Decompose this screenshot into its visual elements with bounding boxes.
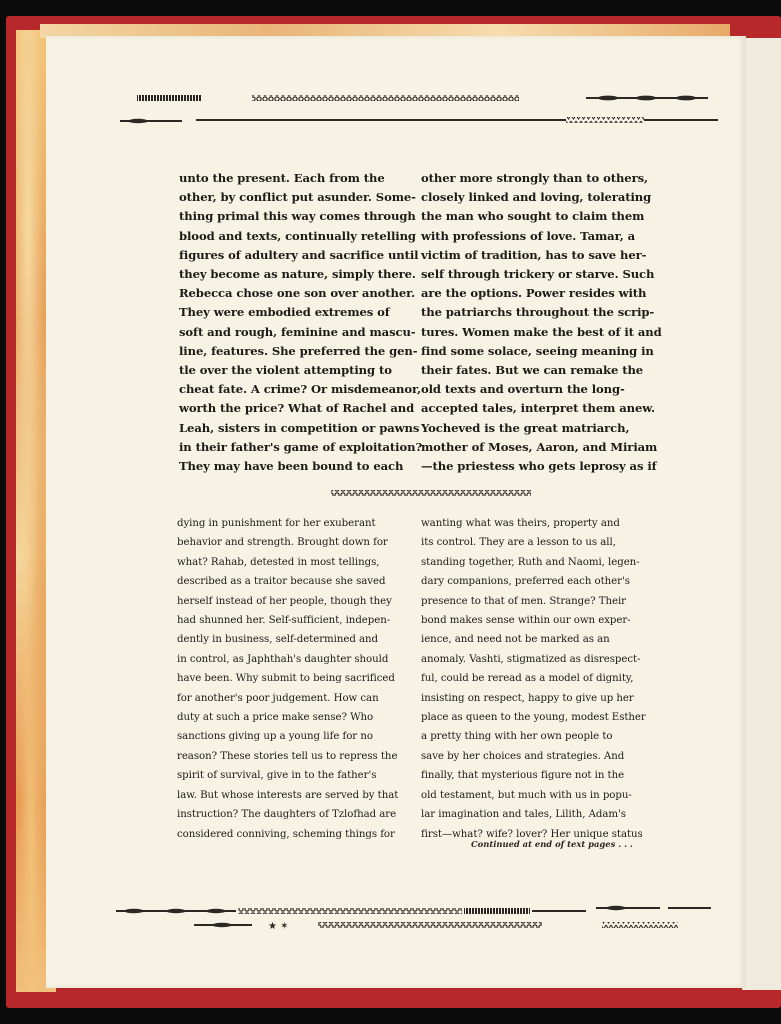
text-line: old testament, but much with us in popu- (421, 789, 632, 801)
text-line: described as a traitor because she saved (177, 576, 386, 588)
text-line: their fates. But we can remake the (421, 363, 644, 378)
text-line: lar imagination and tales, Lilith, Adam's (421, 809, 626, 821)
text-line: bond makes sense within our own exper- (421, 615, 631, 627)
svg-text:★ ✶: ★ ✶ (268, 921, 289, 932)
text-line: behavior and strength. Brought down for (177, 537, 388, 549)
book-page (46, 36, 746, 988)
text-line: Leah, sisters in competition or pawns (179, 420, 420, 435)
text-line: considered conniving, scheming things for (177, 828, 395, 840)
text-line: tures. Women make the best of it and (421, 324, 662, 339)
text-line: duty at such a price make sense? Who (177, 712, 374, 724)
text-line: have been. Why submit to being sacrificed (177, 673, 395, 685)
text-line: in their father's game of exploitation? (179, 439, 423, 454)
text-line: standing together, Ruth and Naomi, legen- (421, 556, 640, 568)
continued-note: Continued at end of text pages . . . (471, 839, 633, 849)
text-line: the patriarchs throughout the scrip- (421, 305, 655, 320)
text-line: unto the present. Each from the (179, 171, 385, 185)
text-line: old texts and overturn the long- (421, 382, 625, 397)
text-line: find some solace, seeing meaning in (421, 343, 654, 358)
text-line: dary companions, preferred each other's (421, 576, 630, 588)
text-line: dying in punishment for her exuberant (177, 518, 376, 529)
text-line: anomaly. Vashti, stigmatized as disrespect- (421, 653, 641, 665)
text-line: are the options. Power resides with (421, 286, 647, 301)
text-line: mother of Moses, Aaron, and Miriam (421, 439, 658, 454)
text-line: instruction? The daughters of Tzlofhad are (177, 809, 397, 821)
text-line: first—what? wife? lover? Her unique status (421, 828, 643, 840)
text-line: insisting on respect, happy to give up her (421, 692, 634, 704)
text-line: sanctions giving up a young life for no (177, 731, 373, 743)
text-line: figures of adultery and sacrifice until (179, 247, 419, 262)
text-line: They may have been bound to each (179, 459, 404, 474)
text-line: cheat fate. A crime? Or misdemeanor, (179, 382, 422, 397)
next-page-edge (742, 38, 781, 990)
text-line: —the priestess who gets leprosy as if (421, 459, 657, 474)
text-line: save by her choices and strategies. And (421, 750, 625, 762)
text-line: self through trickery or starve. Such (421, 267, 655, 282)
text-line: the man who sought to claim them (421, 209, 645, 224)
text-line: presence to that of men. Strange? Their (421, 595, 626, 607)
text-line: worth the price? What of Rachel and (179, 401, 415, 416)
text-line: its control. They are a lesson to us all, (421, 537, 616, 549)
text-line: wanting what was theirs, property and (421, 518, 620, 529)
text-line: victim of tradition, has to save her- (421, 247, 647, 262)
text-line: Rebecca chose one son over another. (179, 286, 416, 301)
text-line: dently in business, self-determined and (177, 634, 378, 646)
text-line: what? Rahab, detested in most tellings, (177, 556, 380, 568)
text-line: spirit of survival, give in to the father's (177, 770, 377, 782)
text-line: tle over the violent attempting to (179, 363, 392, 378)
text-line: law. But whose interests are served by that (177, 789, 399, 801)
text-line: thing primal this way comes through (179, 209, 416, 224)
text-line: They were embodied extremes of (179, 305, 390, 320)
text-line: ful, could be reread as a model of dignity, (421, 673, 634, 685)
text-line: for another's poor judgement. How can (177, 692, 379, 704)
text-line: a pretty thing with her own people to (421, 731, 613, 743)
text-line: ience, and need not be marked as an (421, 634, 610, 646)
text-line: other more strongly than to others, (421, 171, 648, 185)
text-line: place as queen to the young, modest Esther (421, 712, 646, 724)
text-line: other, by conflict put asunder. Some- (179, 190, 416, 205)
bottom-ornament (46, 36, 746, 988)
text-line: Yocheved is the great matriarch, (421, 420, 630, 435)
text-line: accepted tales, interpret them anew. (421, 401, 655, 416)
text-line: closely linked and loving, tolerating (421, 190, 652, 205)
text-line: had shunned her. Self-sufficient, indepen- (177, 615, 391, 627)
text-line: soft and rough, feminine and mascu- (179, 324, 416, 339)
text-line: with professions of love. Tamar, a (421, 228, 636, 243)
text-line: in control, as Japhthah's daughter should (177, 653, 389, 665)
text-line: blood and texts, continually retelling (179, 228, 416, 243)
text-line: herself instead of her people, though they (177, 595, 392, 607)
text-line: reason? These stories tell us to repress the (177, 750, 398, 762)
text-line: line, features. She preferred the gen- (179, 343, 418, 358)
text-line: finally, that mysterious figure not in the (421, 770, 625, 782)
text-line: they become as nature, simply there. (179, 267, 416, 282)
